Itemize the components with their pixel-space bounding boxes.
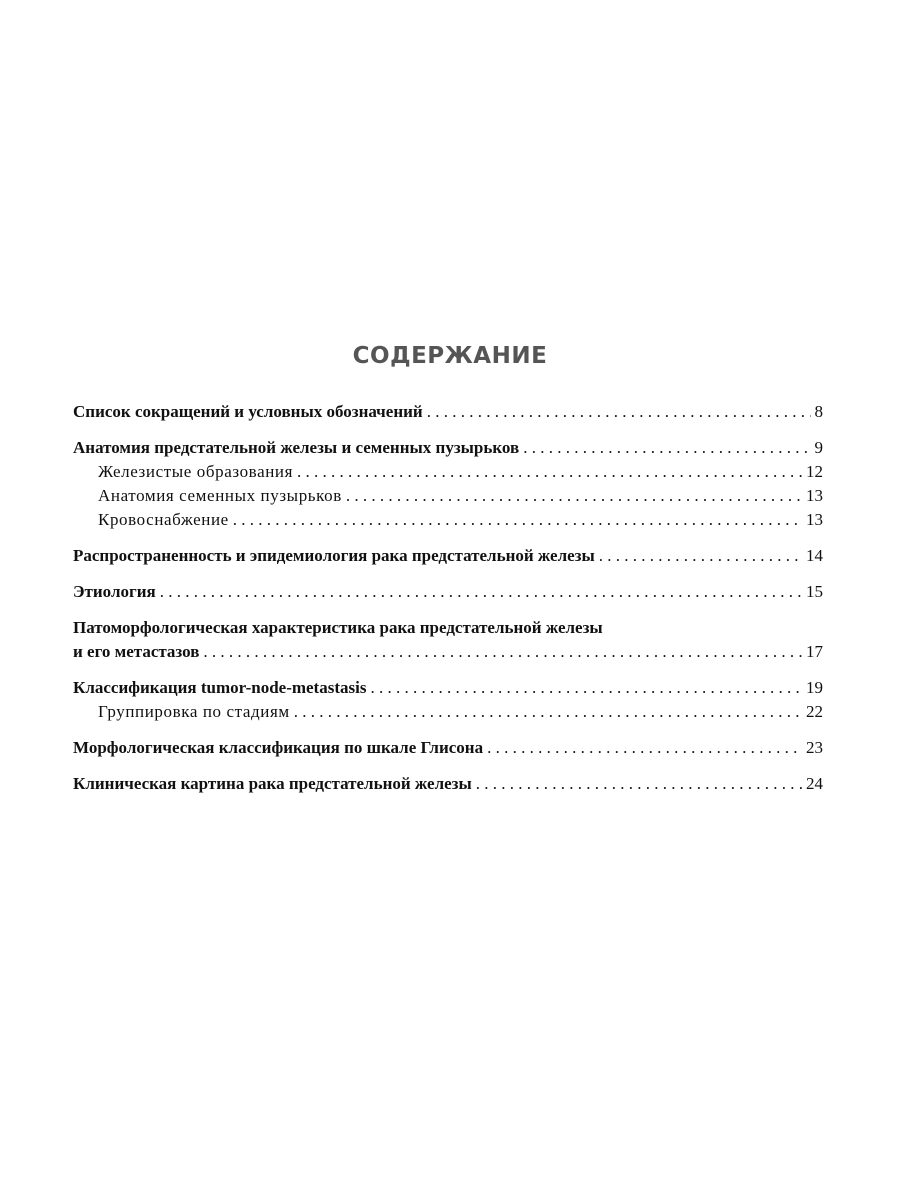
toc-entry-label: Этиология bbox=[73, 582, 156, 601]
toc-entry-label: Кровоснабжение bbox=[98, 510, 229, 529]
table-of-contents bbox=[73, 400, 823, 796]
dot-leader bbox=[599, 544, 802, 568]
toc-entry-page: 13 bbox=[806, 510, 823, 529]
toc-entry-page: 22 bbox=[806, 702, 823, 721]
toc-entry-label: Морфологическая классификация по шкале Глисона bbox=[73, 738, 484, 757]
toc-entry-page: 9 bbox=[814, 438, 823, 457]
toc-entry-multiline[interactable] bbox=[73, 616, 823, 664]
spacer bbox=[73, 532, 823, 544]
spacer bbox=[73, 424, 823, 436]
toc-entry-label: Распространенность и эпидемиология рака предстательной железы bbox=[73, 546, 595, 565]
toc-entry[interactable] bbox=[73, 580, 823, 604]
toc-entry-page: 19 bbox=[806, 678, 823, 697]
dot-leader bbox=[297, 460, 802, 484]
toc-entry-page: 12 bbox=[806, 462, 823, 481]
toc-subentry[interactable] bbox=[73, 508, 823, 532]
toc-entry[interactable] bbox=[73, 676, 823, 700]
toc-entry[interactable] bbox=[73, 544, 823, 568]
page-title: СОДЕРЖАНИЕ bbox=[352, 343, 548, 369]
toc-entry-label: Классификация tumor-node-metastasis bbox=[73, 678, 367, 697]
toc-entry-page: 13 bbox=[806, 486, 823, 505]
dot-leader bbox=[370, 676, 802, 700]
dot-leader bbox=[487, 736, 802, 760]
toc-entry[interactable] bbox=[73, 400, 823, 424]
toc-entry-label: Железистые образования bbox=[98, 462, 294, 481]
spacer bbox=[73, 568, 823, 580]
toc-entry-label: Анатомия семенных пузырьков bbox=[98, 486, 342, 505]
toc-entry-label: Анатомия предстательной железы и семенных пузырьков bbox=[73, 438, 520, 457]
toc-subentry[interactable] bbox=[73, 460, 823, 484]
dot-leader bbox=[523, 436, 810, 460]
toc-entry-page: 14 bbox=[806, 546, 823, 565]
toc-entry-page: 24 bbox=[806, 774, 823, 793]
toc-entry-label: Группировка по стадиям bbox=[98, 702, 290, 721]
toc-entry-label-line2: и его метастазов bbox=[73, 642, 200, 661]
toc-subentry[interactable] bbox=[73, 700, 823, 724]
toc-entry[interactable] bbox=[73, 772, 823, 796]
toc-subentry[interactable] bbox=[73, 484, 823, 508]
spacer bbox=[73, 760, 823, 772]
dot-leader bbox=[427, 400, 811, 424]
spacer bbox=[73, 724, 823, 736]
dot-leader bbox=[233, 508, 802, 532]
spacer bbox=[73, 604, 823, 616]
toc-entry[interactable] bbox=[73, 736, 823, 760]
toc-entry-page: 17 bbox=[806, 642, 823, 661]
dot-leader bbox=[160, 580, 802, 604]
toc-entry[interactable] bbox=[73, 436, 823, 460]
toc-entry-page: 23 bbox=[806, 738, 823, 757]
toc-entry-label-line1: Патоморфологическая характеристика рака предстательной железы bbox=[73, 618, 603, 637]
dot-leader bbox=[346, 484, 802, 508]
toc-entry-label: Клиническая картина рака предстательной железы bbox=[73, 774, 472, 793]
dot-leader bbox=[476, 772, 802, 796]
toc-entry-page: 8 bbox=[814, 402, 823, 421]
spacer bbox=[73, 664, 823, 676]
dot-leader bbox=[203, 640, 802, 664]
toc-entry-label: Список сокращений и условных обозначений bbox=[73, 402, 423, 421]
dot-leader bbox=[294, 700, 802, 724]
toc-entry-line2 bbox=[73, 640, 823, 664]
toc-entry-page: 15 bbox=[806, 582, 823, 601]
